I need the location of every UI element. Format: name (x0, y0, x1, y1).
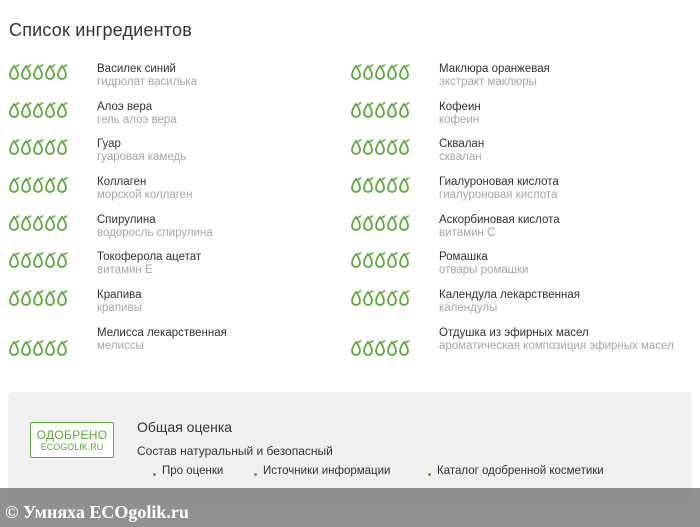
leaf-rating-icon (34, 215, 44, 230)
ingredient-name[interactable]: Отдушка из эфирных масел (439, 327, 589, 339)
leaf-rating-icon (34, 177, 44, 192)
ingredient-name[interactable]: Крапива (97, 289, 142, 301)
leaf-rating-icon (376, 139, 386, 154)
rating-svg (350, 339, 410, 357)
rating-icons (350, 101, 410, 119)
summary-title: Общая оценка (137, 419, 233, 435)
stamp-line1: ОДОБРЕНО (36, 428, 108, 442)
ingredient-item (350, 101, 690, 137)
rating-svg (350, 138, 410, 156)
rating-svg (8, 101, 68, 119)
leaf-rating-icon (400, 290, 410, 305)
ingredient-name[interactable]: Спирулина (97, 214, 156, 226)
leaf-rating-icon (376, 215, 386, 230)
rating-svg (350, 63, 410, 81)
leaf-rating-icon (34, 252, 44, 267)
rating-icons (8, 251, 68, 269)
ingredient-item (350, 176, 690, 212)
leaf-rating-icon (10, 64, 20, 79)
leaf-rating-icon (58, 252, 68, 267)
ingredient-item (8, 289, 348, 325)
leaf-rating-icon (10, 290, 20, 305)
ingredient-subtitle: витамин С (439, 227, 496, 239)
ingredient-item (8, 327, 348, 363)
rating-icons (8, 176, 68, 194)
leaf-rating-icon (376, 290, 386, 305)
leaf-rating-icon (58, 64, 68, 79)
leaf-rating-icon (376, 102, 386, 117)
leaf-rating-icon (10, 177, 20, 192)
leaf-rating-icon (10, 139, 20, 154)
leaf-rating-icon (388, 102, 398, 117)
leaf-rating-icon (364, 252, 374, 267)
watermark-text: © Умняха ECOgolik.ru (5, 502, 189, 522)
ingredient-item (350, 214, 690, 250)
leaf-rating-icon (34, 102, 44, 117)
rating-svg (8, 251, 68, 269)
leaf-rating-icon (46, 252, 56, 267)
rating-icons (350, 63, 410, 81)
ingredient-subtitle: мелиссы (97, 340, 144, 352)
rating-svg (8, 289, 68, 307)
leaf-rating-icon (22, 290, 32, 305)
ingredient-item (8, 176, 348, 212)
leaf-rating-icon (400, 340, 410, 355)
rating-svg (350, 214, 410, 232)
leaf-rating-icon (376, 252, 386, 267)
leaf-rating-icon (46, 215, 56, 230)
leaf-rating-icon (400, 215, 410, 230)
leaf-rating-icon (34, 340, 44, 355)
bullet-icon (428, 473, 431, 476)
ingredient-item (8, 138, 348, 174)
leaf-rating-icon (388, 64, 398, 79)
leaf-rating-icon (364, 340, 374, 355)
ingredient-subtitle: экстракт маклюры (439, 76, 537, 88)
ingredient-name[interactable]: Маклюра оранжевая (439, 63, 550, 75)
rating-icons (350, 138, 410, 156)
leaf-rating-icon (400, 139, 410, 154)
rating-icons (350, 214, 410, 232)
rating-icons (8, 101, 68, 119)
ingredient-subtitle: крапивы (97, 302, 142, 314)
rating-svg (8, 339, 68, 357)
leaf-rating-icon (400, 177, 410, 192)
ingredient-name[interactable]: Аскорбиновая кислота (439, 214, 560, 226)
leaf-rating-icon (352, 139, 362, 154)
leaf-rating-icon (10, 340, 20, 355)
ingredient-name[interactable]: Гиалуроновая кислота (439, 176, 559, 188)
ingredient-subtitle: кофеин (439, 114, 480, 126)
leaf-rating-icon (58, 177, 68, 192)
leaf-rating-icon (46, 177, 56, 192)
leaf-rating-icon (388, 290, 398, 305)
leaf-rating-icon (388, 340, 398, 355)
rating-svg (8, 214, 68, 232)
link-label: Каталог одобренной косметики (437, 465, 604, 477)
ingredient-item (350, 289, 690, 325)
link-label: Про оценки (162, 465, 224, 477)
leaf-rating-icon (364, 102, 374, 117)
leaf-rating-icon (352, 64, 362, 79)
leaf-rating-icon (46, 340, 56, 355)
ingredient-item (350, 63, 690, 99)
rating-icons (8, 214, 68, 232)
leaf-rating-icon (388, 252, 398, 267)
ingredient-name[interactable]: Мелисса лекарственная (97, 327, 227, 339)
ingredient-item (8, 214, 348, 250)
rating-svg (350, 289, 410, 307)
watermark-banner (0, 488, 700, 527)
leaf-rating-icon (352, 340, 362, 355)
leaf-rating-icon (22, 252, 32, 267)
leaf-rating-icon (352, 252, 362, 267)
leaf-rating-icon (34, 290, 44, 305)
ingredient-subtitle: гуаровая камедь (97, 151, 187, 163)
bullet-icon (153, 473, 156, 476)
summary-subtitle: Состав натуральный и безопасный (137, 444, 333, 458)
ingredient-subtitle: водоросль спирулина (97, 227, 213, 239)
ingredient-item (8, 251, 348, 287)
leaf-rating-icon (58, 290, 68, 305)
leaf-rating-icon (22, 139, 32, 154)
ingredient-name[interactable]: Токоферола ацетат (97, 251, 202, 263)
ingredient-name[interactable]: Ромашка (439, 251, 488, 263)
ingredient-item (8, 101, 348, 137)
leaf-rating-icon (376, 64, 386, 79)
ingredient-item (350, 138, 690, 174)
leaf-rating-icon (352, 102, 362, 117)
ingredient-subtitle: ароматическая композиция эфирных масел (439, 340, 674, 352)
ingredient-subtitle: календулы (439, 302, 498, 314)
ingredient-name[interactable]: Календула лекарственная (439, 289, 580, 301)
leaf-rating-icon (400, 102, 410, 117)
rating-icons (8, 63, 68, 81)
leaf-rating-icon (22, 102, 32, 117)
rating-svg (350, 101, 410, 119)
leaf-rating-icon (58, 215, 68, 230)
leaf-rating-icon (352, 215, 362, 230)
rating-svg (8, 176, 68, 194)
ingredient-item (350, 327, 690, 363)
summary-panel (8, 392, 692, 502)
ingredient-item (350, 251, 690, 287)
link-about-ratings[interactable] (153, 465, 223, 477)
leaf-rating-icon (364, 64, 374, 79)
stamp-line2: ECOGOLIK.RU (40, 442, 104, 452)
leaf-rating-icon (400, 252, 410, 267)
link-label: Источники информации (263, 465, 391, 477)
approved-stamp (30, 422, 114, 458)
leaf-rating-icon (364, 139, 374, 154)
page-title: Список ингредиентов (9, 20, 193, 40)
bullet-icon (254, 473, 257, 476)
rating-icons (350, 339, 410, 357)
leaf-rating-icon (388, 139, 398, 154)
leaf-rating-icon (46, 290, 56, 305)
leaf-rating-icon (10, 215, 20, 230)
leaf-rating-icon (58, 340, 68, 355)
rating-icons (8, 289, 68, 307)
leaf-rating-icon (376, 177, 386, 192)
ingredient-item (8, 63, 348, 99)
ingredient-name[interactable]: Алоэ вера (97, 101, 153, 113)
leaf-rating-icon (58, 102, 68, 117)
leaf-rating-icon (34, 139, 44, 154)
ingredient-subtitle: витамин Е (97, 264, 153, 276)
ingredient-subtitle: морской коллаген (97, 189, 193, 201)
leaf-rating-icon (400, 64, 410, 79)
rating-icons (8, 138, 68, 156)
leaf-rating-icon (10, 102, 20, 117)
ingredient-subtitle: гель алоэ вера (97, 114, 177, 126)
leaf-rating-icon (46, 64, 56, 79)
leaf-rating-icon (46, 139, 56, 154)
ingredient-subtitle: сквалан (439, 151, 482, 163)
rating-icons (8, 339, 68, 357)
leaf-rating-icon (364, 215, 374, 230)
leaf-rating-icon (352, 290, 362, 305)
leaf-rating-icon (22, 64, 32, 79)
leaf-rating-icon (22, 340, 32, 355)
leaf-rating-icon (364, 290, 374, 305)
rating-svg (350, 251, 410, 269)
rating-icons (350, 176, 410, 194)
leaf-rating-icon (376, 340, 386, 355)
leaf-rating-icon (388, 177, 398, 192)
ingredient-name[interactable]: Гуар (97, 138, 121, 150)
leaf-rating-icon (364, 177, 374, 192)
rating-svg (350, 176, 410, 194)
rating-svg (8, 63, 68, 81)
leaf-rating-icon (34, 64, 44, 79)
ingredient-name[interactable]: Василек синий (97, 63, 176, 75)
ingredient-name[interactable]: Кофеин (439, 101, 481, 113)
ingredient-subtitle: отвары ромашки (439, 264, 529, 276)
ingredient-subtitle: гиалуроновая кислота (439, 189, 558, 201)
link-catalog[interactable] (428, 465, 604, 477)
ingredient-name[interactable]: Коллаген (97, 176, 147, 188)
ingredient-subtitle: гидролат василька (97, 76, 198, 88)
leaf-rating-icon (352, 177, 362, 192)
rating-icons (350, 251, 410, 269)
leaf-rating-icon (10, 252, 20, 267)
leaf-rating-icon (388, 215, 398, 230)
leaf-rating-icon (58, 139, 68, 154)
leaf-rating-icon (22, 177, 32, 192)
ingredient-name[interactable]: Сквалан (439, 138, 485, 150)
rating-icons (350, 289, 410, 307)
leaf-rating-icon (22, 215, 32, 230)
leaf-rating-icon (46, 102, 56, 117)
rating-svg (8, 138, 68, 156)
link-sources[interactable] (254, 465, 390, 477)
